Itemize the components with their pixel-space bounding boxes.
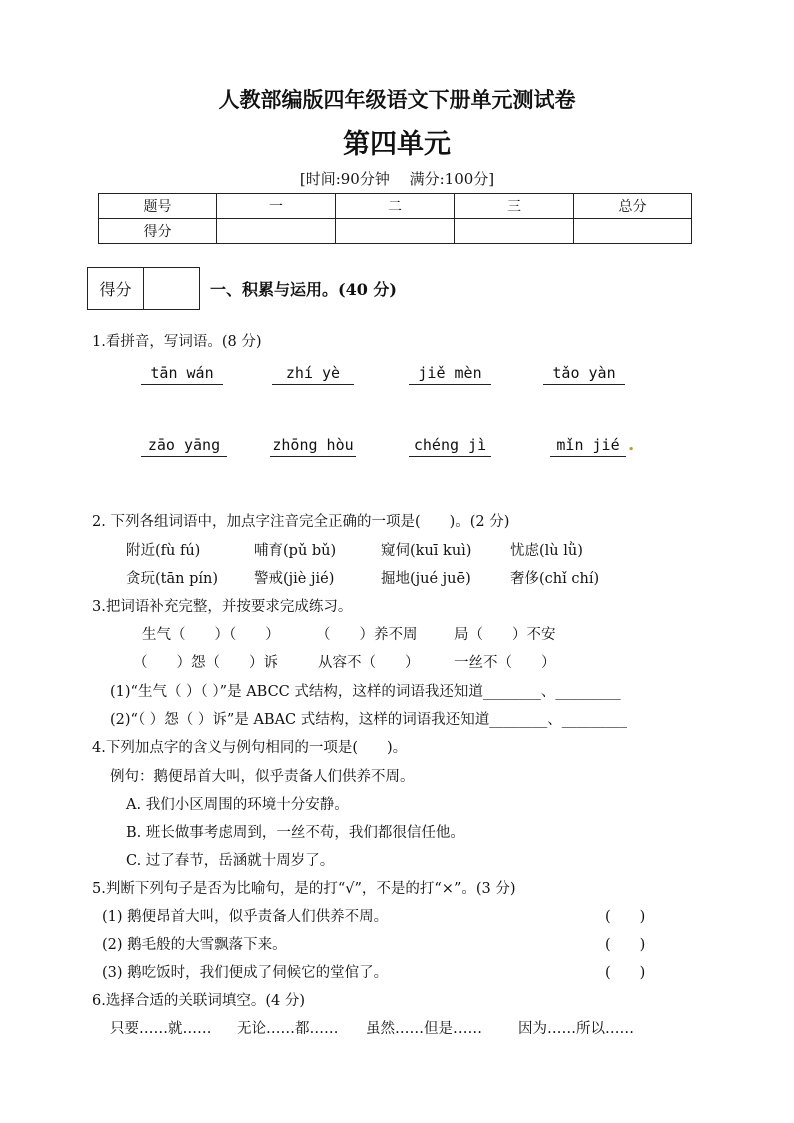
question-3-stem: 3.把词语补充完整，并按要求完成练习。 [92,599,353,615]
q2-option: 贪玩(tān pín) [126,571,218,587]
question-4-stem: 4.下列加点字的含义与例句相同的一项是( )。 [92,740,408,756]
q3-word: （ ）养不周 [316,627,418,643]
score-cell[interactable] [574,219,692,244]
q2-option: 窥伺(kuī kuì) [381,543,472,559]
score-table-header: 二 [336,194,455,219]
score-table-header: 三 [455,194,574,219]
q3-sub-question: (1)“生气（ ）（ ）”是 ABCC 式结构，这样的词语我还知道________、_________ [110,684,621,700]
q4-option: C. 过了春节，岳涵就十周岁了。 [126,853,335,869]
q3-word: （ ）怨（ ）诉 [133,655,278,671]
q2-option: 忧虑(lù lǜ) [510,543,583,559]
section-score-cell[interactable] [144,268,199,309]
pinyin-item: tǎo yàn [543,364,625,385]
pinyin-item: jiě mèn [409,364,491,385]
pinyin-item: zhōng hòu [270,436,356,457]
pinyin-item: zhí yè [272,364,354,385]
paper-title: 人教部编版四年级语文下册单元测试卷 [218,87,576,112]
score-table [98,193,692,244]
score-table-header: 总分 [574,194,692,219]
q5-item: (1) 鹅便昂首大叫，似乎责备人们供养不周。 [102,909,389,925]
q5-answer-bracket[interactable]: ( ) [605,937,646,953]
section-score-label: 得分 [88,268,144,309]
score-table-score-row [99,219,692,244]
q3-word: 局（ ）不安 [454,627,556,643]
unit-title: 第四单元 [343,129,451,160]
question-5-stem: 5.判断下列句子是否为比喻句，是的打“√”，不是的打“×”。(3 分) [92,881,516,897]
question-1-stem: 1.看拼音，写词语。(8 分) [92,334,262,350]
section-score-box [87,267,200,310]
score-cell[interactable] [217,219,336,244]
q6-option: 无论……都…… [237,1021,339,1037]
question-2-stem: 2. 下列各组词语中，加点字注音完全正确的一项是( )。(2 分) [92,514,510,530]
q3-sub-question: (2)“（ ）怨（ ）诉”是 ABAC 式结构，这样的词语我还知道________、_________ [110,712,627,728]
q5-item: (3) 鹅吃饭时，我们便成了伺候它的堂倌了。 [102,965,389,981]
q2-option: 附近(fù fú) [126,543,201,559]
q6-option: 因为……所以…… [518,1021,634,1037]
pinyin-item: mǐn jié [550,436,626,457]
q5-answer-bracket[interactable]: ( ) [605,909,646,925]
q4-option: A. 我们小区周围的环境十分安静。 [126,797,349,813]
section-title: 一、积累与运用。(40 分) [210,280,397,299]
pinyin-item: zāo yāng [141,436,227,457]
score-cell[interactable] [455,219,574,244]
q4-example: 例句：鹅便昂首大叫，似乎责备人们供养不周。 [110,769,415,785]
pinyin-item: tān wán [141,364,223,385]
q2-option: 哺育(pǔ bǔ) [254,543,337,559]
score-row-label: 得分 [99,219,217,244]
pinyin-item: chéng jì [409,436,491,457]
q5-item: (2) 鹅毛般的大雪飘落下来。 [102,937,287,953]
q4-option: B. 班长做事考虑周到，一丝不苟，我们都很信任他。 [126,825,465,841]
q2-option: 警戒(jiè jié) [254,571,335,587]
q6-option: 只要……就…… [110,1021,212,1037]
q2-option: 掘地(jué juē) [381,571,471,587]
q6-option: 虽然……但是…… [366,1021,482,1037]
score-cell[interactable] [336,219,455,244]
time-score-info: [时间:90分钟 满分:100分] [299,170,495,188]
score-table-header-row [99,194,692,219]
score-table-header: 一 [217,194,336,219]
q3-word: 生气（ ）（ ） [142,627,280,643]
q3-word: 从容不（ ） [318,655,420,671]
q2-option: 奢侈(chǐ chí) [510,571,600,587]
end-mark: . [628,434,635,455]
question-6-stem: 6.选择合适的关联词填空。(4 分) [92,993,305,1009]
score-table-header: 题号 [99,194,217,219]
q3-word: 一丝不（ ） [454,655,556,671]
q5-answer-bracket[interactable]: ( ) [605,965,646,981]
